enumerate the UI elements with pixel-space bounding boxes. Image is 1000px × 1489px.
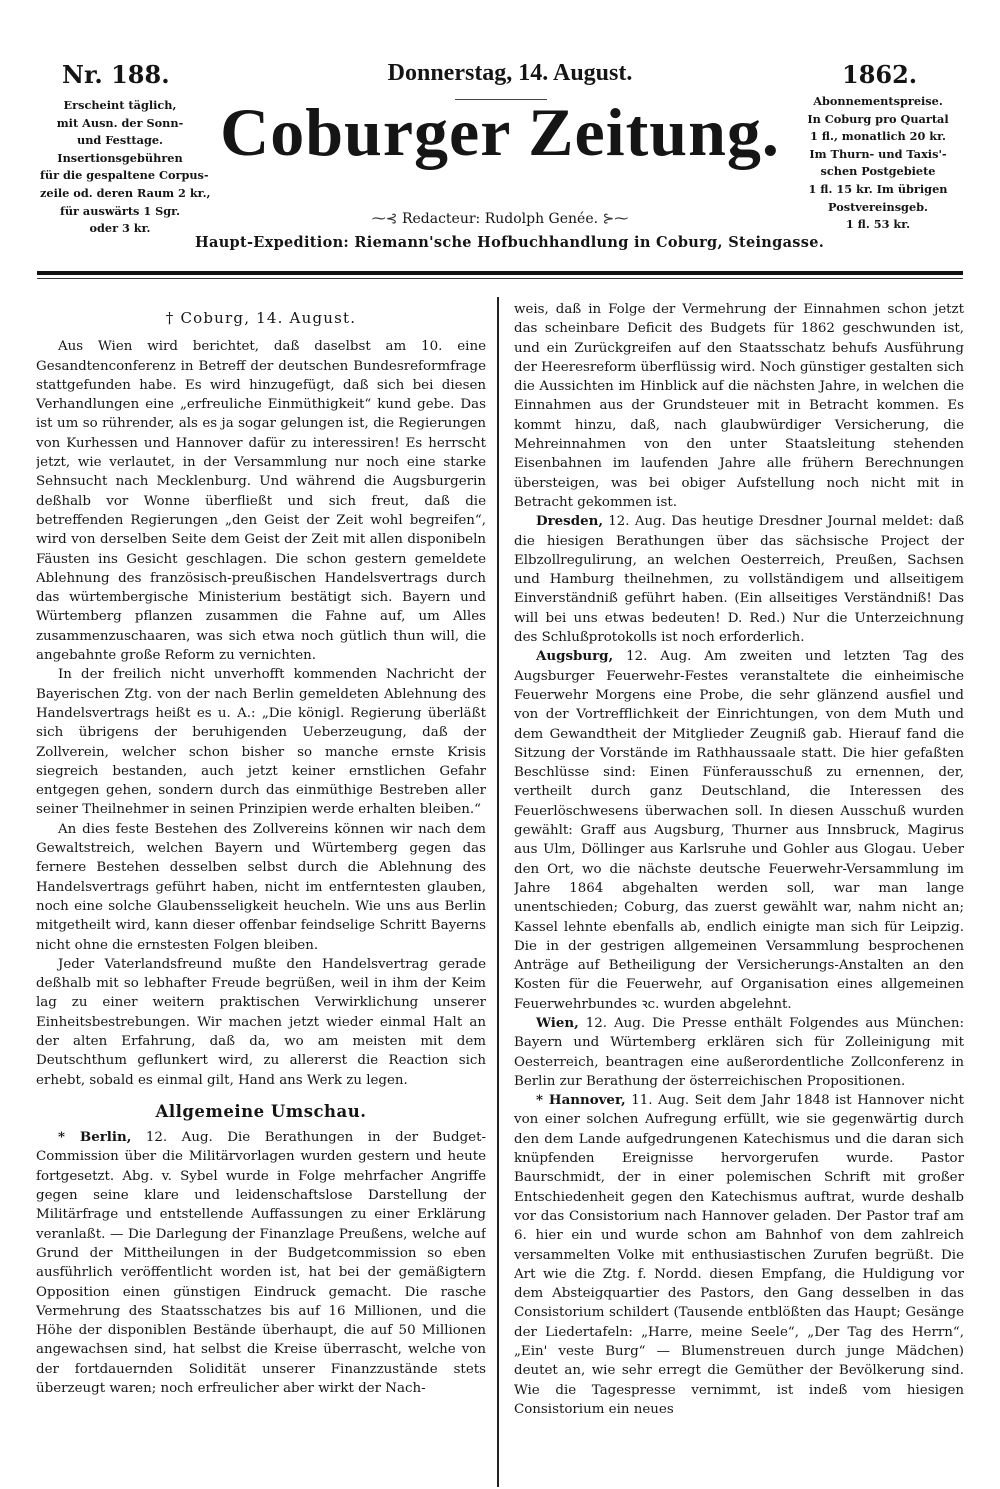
subscription-prices: [788, 93, 968, 234]
publication-info-line: oder 3 kr.: [89, 221, 151, 236]
news-location: * Berlin,: [58, 1129, 132, 1146]
news-location: Augsburg,: [536, 648, 614, 665]
column-divider: [497, 297, 499, 1487]
expedition-line: Haupt-Expedition: Riemann'sche Hofbuchhandlung in Coburg, Steingasse.: [195, 234, 825, 251]
news-location: Dresden,: [536, 513, 604, 530]
issue-number: Nr. 188.: [62, 60, 170, 89]
news-text: 12. Aug. Die Presse enthält Folgendes aus München: Bayern und Würtemberg erklären sich für Zolleinigung mit Oesterreich, beantragen eine außerordentliche Zollconferenz in Berlin zur Berathung der österreichischen Propositionen.: [514, 1015, 964, 1089]
ornament-right-icon: ⊱⁓: [602, 211, 629, 227]
masthead-rule-thick: [37, 271, 963, 275]
masthead-rule-thin: [37, 278, 963, 279]
article-paragraph: In der freilich nicht unverhofft kommenden Nachricht der Bayerischen Ztg. von der nach Berlin gemeldeten Ablehnung des Handelsvertrags heißt es u. A.: „Die königl. Regierung überläßt sich übrigens der beruhigenden Ueberzeugung, daß der Zollverein, welcher schon bisher so manche ernste Krisis siegreich bestanden, auch jetzt keiner ernstlichen Gefahr entgegen gehen, sondern durch das einmüthige Bestreben aller seiner Theilnehmer in seinen Prinzipien werde erhalten bleiben.“: [36, 667, 486, 818]
news-location: Wien,: [536, 1014, 579, 1031]
news-text: 12. Aug. Am zweiten und letzten Tag des Augsburger Feuerwehr-Festes veranstaltete die einheimische Feuerwehr Morgens eine Probe, die sehr glänzend ausfiel und von der Vortrefflichkeit der Einrichtungen, von dem Muth und dem Gewandtheit der Mitglieder Zeugniß gab. Hierauf fand die Sitzung der Vorstände im Rathhaussaale statt. Die hier gefaßten Beschlüsse sind: Einen Fünferausschuß zu ernennen, der, vertheilt durch ganz Deutschland, die Interessen des Feuerlöschwesens überwachen soll. In diesen Ausschuß wurden gewählt: Graff aus Augsburg, Thurner aus Innsbruck, Magirus aus Ulm, Döllinger aus Karlsruhe und Gohler aus Glogau. Ueber den Ort, wo die nächste deutsche Feuerwehr-Versammlung im Jahre 1864 abgehalten werden soll, war man lange unentschieden; Coburg, das zuerst gewählt war, nahm nicht an; Kassel lehnte ebenfalls ab, endlich einigte man sich für Leipzig. Die in der gestrigen allgemeinen Versammlung besprochenen Anträge auf Betheiligung der Versicherungs-Anstalten an den Kosten für die Feuerwehr, auf Organisation eines allgemeinen Feuerwehrbundes ꝛc. wurden abgelehnt.: [514, 649, 964, 1012]
section-heading: Allgemeine Umschau.: [155, 1101, 367, 1121]
editor-line: [355, 211, 645, 227]
issue-date: Donnerstag, 14. August.: [387, 60, 633, 86]
news-text: 12. Aug. Das heutige Dresdner Journal meldet: daß die hiesigen Berathungen über das sächsische Project der Elbzollregulirung, an welchen Oesterreich, Preußen, Sachsen und Hamburg theilnehmen, zu vollständigem und allseitigem Einverständniß geführt haben. (Ein allseitiges Verständniß! Das will bei uns etwas bedeuten! D. Red.) Nur die Unterzeichnung des Schlußprotokolls ist noch erforderlich.: [514, 514, 964, 646]
news-item-augsburg: [514, 647, 964, 1014]
publication-info-line: Erscheint täglich,: [63, 98, 177, 112]
publication-info-line: mit Ausn. der Sonn-: [56, 115, 184, 130]
article-paragraph: An dies feste Bestehen des Zollvereins können wir nach dem Gewaltstreich, welchen Bayern und Würtemberg gegen das fernere Bestehen desselben selbst durch die Ablehnung des Handelsvertrags geführt haben, nicht im entferntesten glauben, noch eine solche Glaubensseligkeit heucheln. Wie uns aus Berlin mitgetheilt wird, kann dieser offenbar feindselige Schritt Bayerns nicht ohne die ernstesten Folgen bleiben.: [36, 821, 486, 953]
publication-info-line: zeile od. deren Raum 2 kr.,: [40, 185, 211, 200]
publication-info-line: und Festtage.: [77, 133, 163, 148]
subscription-line: 1 fl., monatlich 20 kr.: [810, 129, 946, 144]
newspaper-title: Coburger Zeitung.: [220, 94, 780, 170]
article-continuation: weis, daß in Folge der Vermehrung der Einnahmen schon jetzt das scheinbare Deficit des Budgets für 1862 geschwunden ist, und ein Zurückgreifen auf den Staatsschatz behufs Ausführung der Heeresreform überflüssig wird. Noch günstiger gestalten sich die Aussichten im Hinblick auf die nächsten Jahre, in welchen die Einnahmen aus der Grundsteuer mit in Betracht kommen. Es kommt hinzu, daß, nach glaubwürdiger Versicherung, die Mehreinnahmen von den unter Staatsleitung stehenden Eisenbahnen im laufenden Jahre alle frühern Berechnungen übersteigen, was bei obiger Aufstellung noch nicht mit in Betracht gekommen ist.: [514, 302, 964, 510]
news-text: 12. Aug. Die Berathungen in der Budget-Commission über die Militärvorlagen wurden gestern und heute fortgesetzt. Abg. v. Sybel wurde in Folge mehrfacher Angriffe gegen seine klare und leidenschaftslose Darstellung der Militärfrage und entstellende Auffassungen zu einer Erklärung veranlaßt. — Die Darlegung der Finanzlage Preußens, welche auf Grund der Mittheilungen in der Budgetcommission so eben ausführlich veröffentlicht worden ist, hat bei der gemäßigtern Opposition einen günstigen Eindruck gemacht. Die rasche Vermehrung des Staatsschatzes bis auf 16 Millionen, und die Höhe der disponiblen Bestände überhaupt, die auf 50 Millionen angewachsen sind, hat selbst die Kreise überrascht, welche von der fortdauernden Solidität unserer Finanzzustände stets überzeugt waren; noch erfreulicher aber wirkt der Nach-: [36, 1130, 486, 1397]
subscription-line: Postvereinsgeb.: [828, 199, 928, 214]
publication-info-line: für die gespaltene Corpus-: [40, 168, 209, 183]
subscription-line: 1 fl. 53 kr.: [845, 217, 911, 232]
subscription-line: In Coburg pro Quartal: [807, 111, 949, 126]
subscription-line: Im Thurn- und Taxis'-: [809, 146, 947, 161]
subscription-line: schen Postgebiete: [820, 164, 936, 179]
news-item-dresden: [514, 512, 964, 647]
publication-info-line: für auswärts 1 Sgr.: [59, 203, 181, 218]
editor-name: Redacteur: Rudolph Genée.: [401, 211, 599, 227]
news-location: * Hannover,: [536, 1092, 626, 1109]
dateline: † Coburg, 14. August.: [165, 309, 357, 327]
right-column: [514, 300, 964, 1480]
news-item-hannover: [514, 1091, 964, 1419]
article-paragraph: Jeder Vaterlandsfreund mußte den Handelsvertrag gerade deßhalb mit so lebhafter Freude begrüßen, weil in ihm der Keim lag zu einer weitern praktischen Verwirklichung unserer Einheitsbestrebungen. Wir machen jetzt wieder einmal Halt an der alten Erfahrung, daß da, wo am meisten mit dem Deutschthum geflunkert wird, zu allererst die Reaction sich erhebt, sobald es einmal gilt, Hand ans Werk zu legen.: [36, 956, 486, 1088]
article-paragraph: Aus Wien wird berichtet, daß daselbst am 10. eine Gesandtenconferenz in Betreff der deutschen Bundesreformfrage stattgefunden habe. Es wird hinzugefügt, daß sich bei diesen Verhandlungen eine „erfreuliche Einmüthigkeit“ kund gebe. Das ist um so rührender, als es ja sogar gelungen ist, die Regierungen von Kurhessen und Hannover dafür zu interessiren! Es herrscht jetzt, wie verlautet, in der Versammlung nur noch eine starke Sehnsucht nach Mecklenburg. Und während die Augsburgerin deßhalb vor Wonne überfließt und sich freut, daß die betreffenden Regierungen „den Geist der Zeit wohl begreifen“, wird von derselben Seite dem Geist der Zeit mit allen disponibeln Fäusten ins Gesicht geschlagen. Die schon gestern gemeldete Ablehnung des französisch-preußischen Handelsvertrags durch das würtembergische Ministerium bestätigt sich. Bayern und Würtemberg pflanzen zusammen die Fahne auf, um Alles zusammenzuschaaren, was sich etwa noch gütlich thun will, die angebahnte große Reform zu vernichten.: [36, 339, 486, 664]
news-item-wien: [514, 1014, 964, 1091]
news-item-berlin: [36, 1128, 486, 1398]
ornament-left-icon: ⁓⊰: [371, 211, 398, 227]
subscription-line: 1 fl. 15 kr. Im übrigen: [808, 181, 948, 196]
publication-info: [40, 97, 211, 238]
news-text: 11. Aug. Seit dem Jahr 1848 ist Hannover nicht von einer solchen Aufregung erfüllt, wie sie gegenwärtig durch den dem Lande aufgedrungenen Katechismus und die daran sich knüpfenden Ereignisse hervorgerufen wurde. Pastor Baurschmidt, der in einer polemischen Schrift mit großer Entschiedenheit gegen den Katechismus auftrat, wurde deshalb vor das Consistorium nach Hannover geladen. Der Pastor traf am 6. hier ein und wurde schon am Bahnhof von dem zahlreich versammelten Volke mit enthusiastischen Zurufen begrüßt. Die Art wie die Ztg. f. Nordd. diesen Empfang, die Huldigung vor dem Absteigquartier des Pastors, den Gang desselben in das Consistorium schildert (Tausende entblößten das Haupt; Gesänge der Liedertafeln: „Harre, meine Seele“, „Der Tag des Herrn“, „Ein' veste Burg“ — Blumenstreuen durch junge Mädchen) deutet an, wie sehr erregt die Gemüther der Bevölkerung sind. Wie die Tagespresse vernimmt, ist indeß vom hiesigen Consistorium ein neues: [514, 1093, 964, 1417]
issue-year: 1862.: [842, 60, 918, 89]
left-column: [36, 309, 486, 1489]
subscription-line: Abonnementspreise.: [813, 94, 943, 108]
publication-info-line: Insertionsgebühren: [57, 150, 183, 165]
